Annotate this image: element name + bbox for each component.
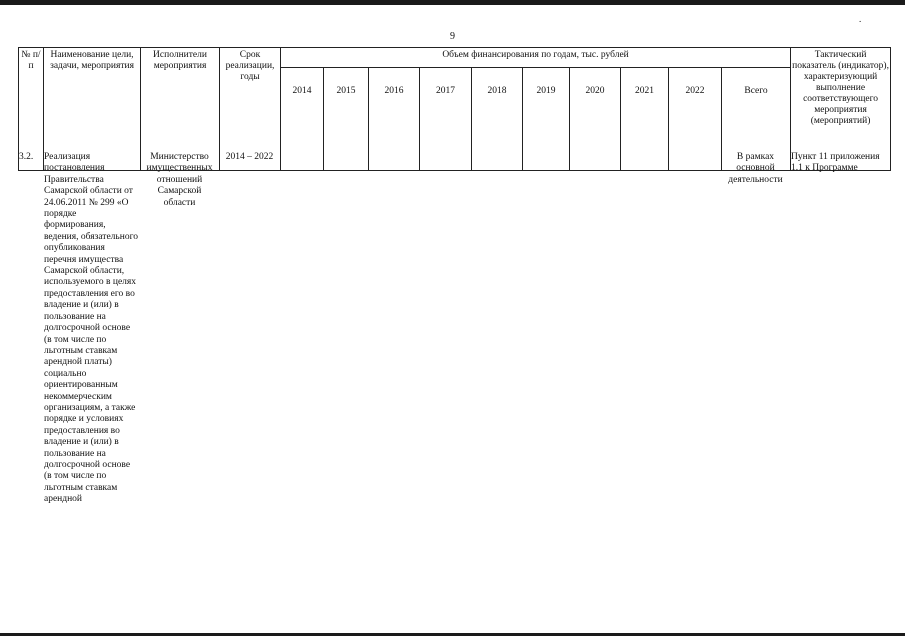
header-term: Срок реализации, годы: [220, 48, 281, 171]
corner-mark: .: [859, 14, 862, 24]
row-year-cell: [280, 152, 323, 506]
row-year-cell: [471, 152, 522, 506]
table-row: [18, 152, 890, 506]
header-year: 2018: [472, 68, 523, 171]
header-year: 2020: [570, 68, 621, 171]
row-num: 3.2.: [19, 152, 34, 162]
header-year: 2014: [281, 68, 324, 171]
row-total: В рамках основной деятельности: [728, 152, 783, 185]
header-year: 2015: [324, 68, 369, 171]
header-year: 2017: [420, 68, 472, 171]
funding-table-body: [18, 152, 890, 506]
row-year-cell: [419, 152, 471, 506]
page-number: 9: [450, 31, 455, 42]
top-border: [0, 0, 905, 5]
header-indicator: Тактический показатель (индикатор), характеризующий выполнение соответствующего мероприятия (мероприятий): [791, 48, 891, 171]
row-term: 2014 – 2022: [225, 152, 274, 162]
row-year-cell: [522, 152, 569, 506]
header-year: 2019: [523, 68, 570, 171]
bottom-border: [0, 633, 905, 636]
header-num: № п/п: [19, 48, 44, 171]
row-name: Реализация постановления Правительства Самарской области от 24.06.2011 № 299 «О порядке формирования, ведения, обязательного опубликования перечня имущества Самарской области, используемого в целях предоставления его во владение и (или) в пользование на долгосрочной основе (в том числе по льготным ставкам арендной платы) социально ориентированным некоммерческим организациям, а также порядке и условиях предоставления во владение и (или) в пользование на долгосрочной основе (в том числе по льготным ставкам арендной: [44, 152, 138, 505]
row-year-cell: [668, 152, 721, 506]
row-year-cell: [569, 152, 620, 506]
header-year: 2016: [369, 68, 420, 171]
header-year: 2022: [669, 68, 722, 171]
row-year-cell: [368, 152, 419, 506]
row-year-cell: [323, 152, 368, 506]
row-indicator: Пункт 11 приложения 1.1 к Программе: [791, 152, 880, 174]
header-executors: Исполнители мероприятия: [141, 48, 220, 171]
header-name: Наименование цели, задачи, мероприятия: [44, 48, 141, 171]
header-year: 2021: [621, 68, 669, 171]
header-total: Всего: [722, 68, 791, 171]
header-funding-group: Объем финансирования по годам, тыс. рублей: [281, 48, 791, 68]
row-executor: Министерство имущественных отношений Самарской области: [146, 152, 213, 208]
row-year-cell: [620, 152, 668, 506]
